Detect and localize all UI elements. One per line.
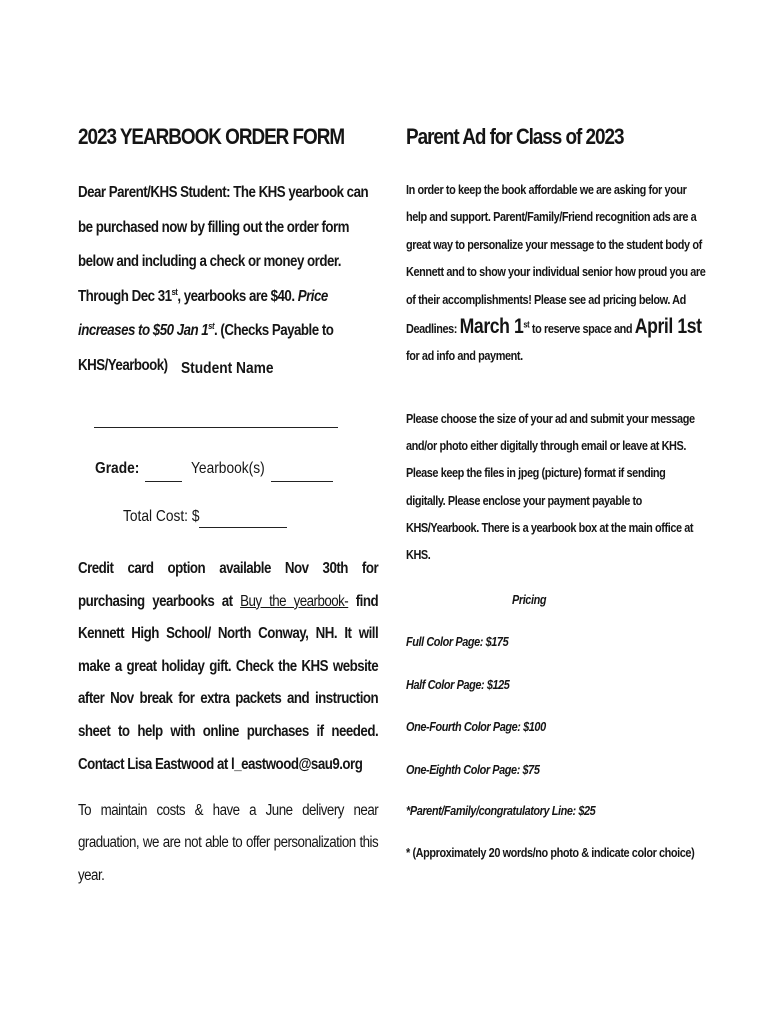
parent-ad-title: Parent Ad for Class of 2023 xyxy=(406,124,624,149)
intro-text-1: Dear Parent/KHS Student: The KHS yearbook can be purchased now by filling out the order form below and including a check or money order. Through Dec 31 xyxy=(78,184,369,305)
order-form-title: 2023 YEARBOOK ORDER FORM xyxy=(78,124,345,149)
yearbooks-quantity-field[interactable] xyxy=(271,481,333,482)
yearbooks-label: Yearbook(s) xyxy=(191,460,265,477)
intro-paragraph xyxy=(78,176,378,383)
deadline-march-sup: st xyxy=(523,319,530,330)
price-increase-sup: st xyxy=(208,320,215,331)
buy-yearbook-link[interactable]: Buy the yearbook- xyxy=(240,592,349,610)
price-quarter-page: One-Fourth Color Page: $100 xyxy=(406,719,546,734)
credit-text-1: Credit card option available Nov 30th for purchasing yearbooks at xyxy=(78,560,379,610)
price-increase-note: Price increases to $50 Jan 1 xyxy=(78,287,328,339)
maintain-costs-paragraph: To maintain costs & have a June delivery near graduation, we are not able to offer personalization this year. xyxy=(78,802,379,884)
intro-text-2: , yearbooks are $40. xyxy=(177,287,295,305)
total-cost-field[interactable] xyxy=(199,527,287,528)
parent-ad-paragraph xyxy=(406,176,706,370)
ad-text-2: to reserve space and xyxy=(531,321,633,337)
pricing-heading: Pricing xyxy=(512,592,547,607)
grade-label: Grade: xyxy=(95,460,140,477)
deadline-april: April 1st xyxy=(634,315,702,339)
price-full-page: Full Color Page: $175 xyxy=(406,634,509,649)
price-half-page: Half Color Page: $125 xyxy=(406,677,510,692)
total-cost-label: Total Cost: $ xyxy=(123,508,200,525)
intro-text-3: . (Checks Payable to KHS/Yearbook) xyxy=(78,322,334,374)
credit-text-2: find Kennett High School/ North Conway, NH. It will make a great holiday gift. Check the KHS website after Nov break for extra packets and instruction sheet to help with online purchases if needed. Contact Lisa Eastwood at l_eastwood@sau9.org xyxy=(78,592,379,773)
price-line: *Parent/Family/congratulatory Line: $25 xyxy=(406,803,596,818)
student-name-label: Student Name xyxy=(181,360,274,377)
price-eighth-page: One-Eighth Color Page: $75 xyxy=(406,762,540,777)
student-name-field[interactable] xyxy=(94,427,338,428)
ad-text-1: In order to keep the book affordable we are asking for your help and support. Parent/Family/Friend recognition ads are a great way to personalize your message to the student body of Kennett and to show your individual senior how proud you are of their accomplishments! Please see ad pricing below. Ad Deadlines: xyxy=(406,182,706,337)
grade-field[interactable] xyxy=(145,481,182,482)
ad-text-3: for ad info and payment. xyxy=(406,348,523,364)
credit-card-paragraph xyxy=(78,553,378,781)
intro-sup: st xyxy=(171,286,178,297)
submission-paragraph: Please choose the size of your ad and submit your message and/or photo either digitally through email or leave at KHS. Please keep the files in jpeg (picture) format if sending digitally. Please enclose your payment payable to KHS/Yearbook. There is a yearbook box at the main office at KHS. xyxy=(406,411,695,563)
pricing-footnote: * (Approximately 20 words/no photo & indicate color choice) xyxy=(406,845,695,860)
deadline-march: March 1 xyxy=(459,315,524,339)
